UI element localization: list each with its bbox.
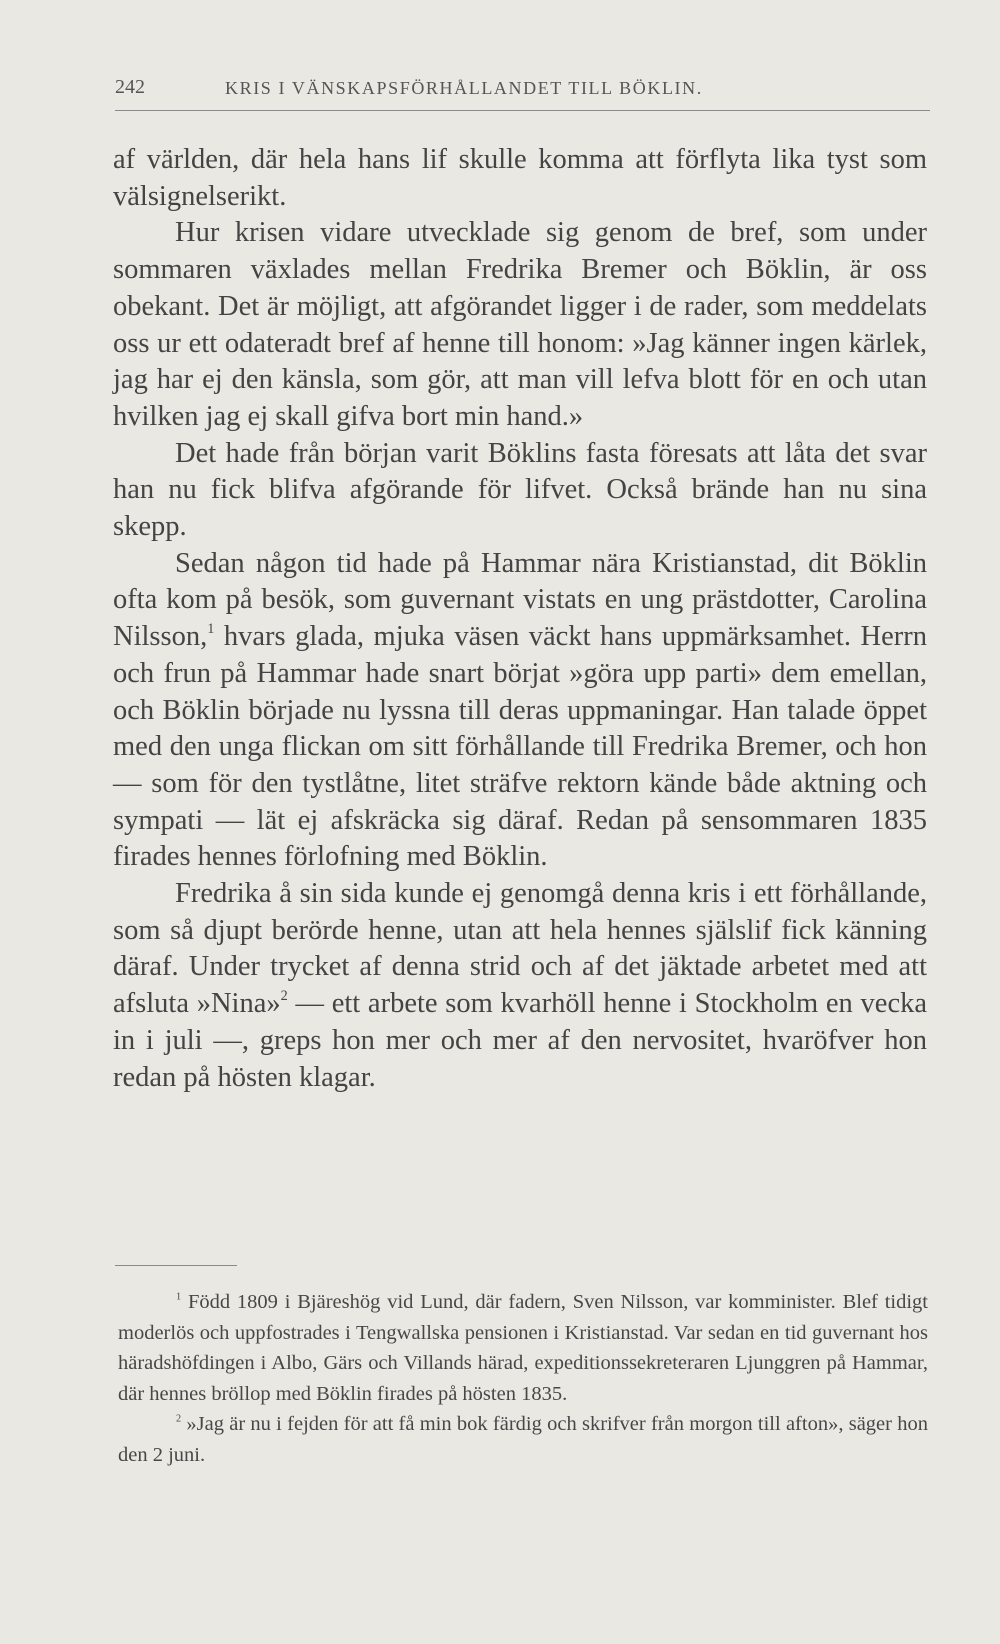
paragraph-2: Hur krisen vidare utvecklade sig genom de bref, som under sommaren växlades mellan Fredrika Bremer och Böklin, är oss obekant. Det är möjligt, att afgörandet ligger i de rader, som meddelats oss ur ett odateradt bref af henne till honom: »Jag känner ingen kärlek, jag har ej den känsla, som gör, att man vill lefva blott för en och utan hvilken jag ej skall gifva bort min hand.»: [113, 217, 927, 432]
footnote-1-text: Född 1809 i Bjäreshög vid Lund, där fadern, Sven Nilsson, var komminister. Blef tidigt moderlös och uppfostrades i Tengwallska pensionen i Kristianstad. Var sedan en tid guvernant hos häradshöfdingen i Albo, Gärs och Villands härad, expeditionssekreteraren Ljunggren på Hammar, där hennes bröllop med Böklin firades på hösten 1835.: [118, 1291, 928, 1405]
header-rule: [115, 110, 930, 111]
paragraph-1: af världen, där hela hans lif skulle komma att förflyta lika tyst som välsignelserikt.: [113, 144, 927, 212]
footnote-rule: [115, 1265, 237, 1266]
paragraph-5: [113, 876, 927, 1096]
paragraph-5-part-b: — ett arbete som kvarhöll henne i Stockholm en vecka in i juli —, greps hon mer och mer af den nervositet, hvaröfver hon redan på hösten klagar.: [113, 988, 927, 1093]
footnote-mark-1: 1: [176, 1291, 182, 1303]
footnote-2-text: »Jag är nu i fejden för att få min bok färdig och skrifver från morgon till afton», säger hon den 2 juni.: [118, 1413, 928, 1466]
paragraph-4: [113, 546, 927, 876]
running-title: KRIS I VÄNSKAPSFÖRHÅLLANDET TILL BÖKLIN.: [225, 78, 703, 98]
footnote-2: [118, 1409, 928, 1470]
footnote-1: [118, 1287, 928, 1409]
paragraph-4-part-b: hvars glada, mjuka väsen väckt hans uppmärksamhet. Herrn och frun på Hammar hade snart börjat »göra upp parti» dem emellan, och Böklin började nu lyssna till deras uppmaningar. Han talade öppet med den unga flickan om sitt förhållande till Fredrika Bremer, och hon — som för den tystlåtne, litet sträfve rektorn kände både aktning och sympati — lät ej afskräcka sig däraf. Redan på sensommaren 1835 firades hennes förlofning med Böklin.: [113, 621, 927, 873]
paragraph-3: Det hade från början varit Böklins fasta föresats att låta det svar han nu fick blifva afgörande för lifvet. Också brände han nu sina skepp.: [113, 437, 927, 543]
footnotes: [118, 1287, 928, 1470]
footnote-mark-2: 2: [176, 1413, 182, 1425]
page-number: 242: [115, 76, 145, 98]
paragraph-5-part-a: Fredrika å sin sida kunde ej genomgå denna kris i ett förhållande, som så djupt berörde henne, utan att hela hennes själslif fick känning däraf. Under trycket af denna strid och af det jäktade arbetet med att afsluta »Nina»: [113, 878, 927, 1020]
paragraph-4-part-a: Sedan någon tid hade på Hammar nära Kristianstad, dit Böklin ofta kom på besök, som guvernant vistats en ung prästdotter, Carolina Nilsson,: [113, 547, 927, 653]
footnote-ref-1: 1: [207, 621, 215, 638]
body-text: [113, 142, 927, 1096]
footnote-ref-2: 2: [280, 988, 288, 1005]
